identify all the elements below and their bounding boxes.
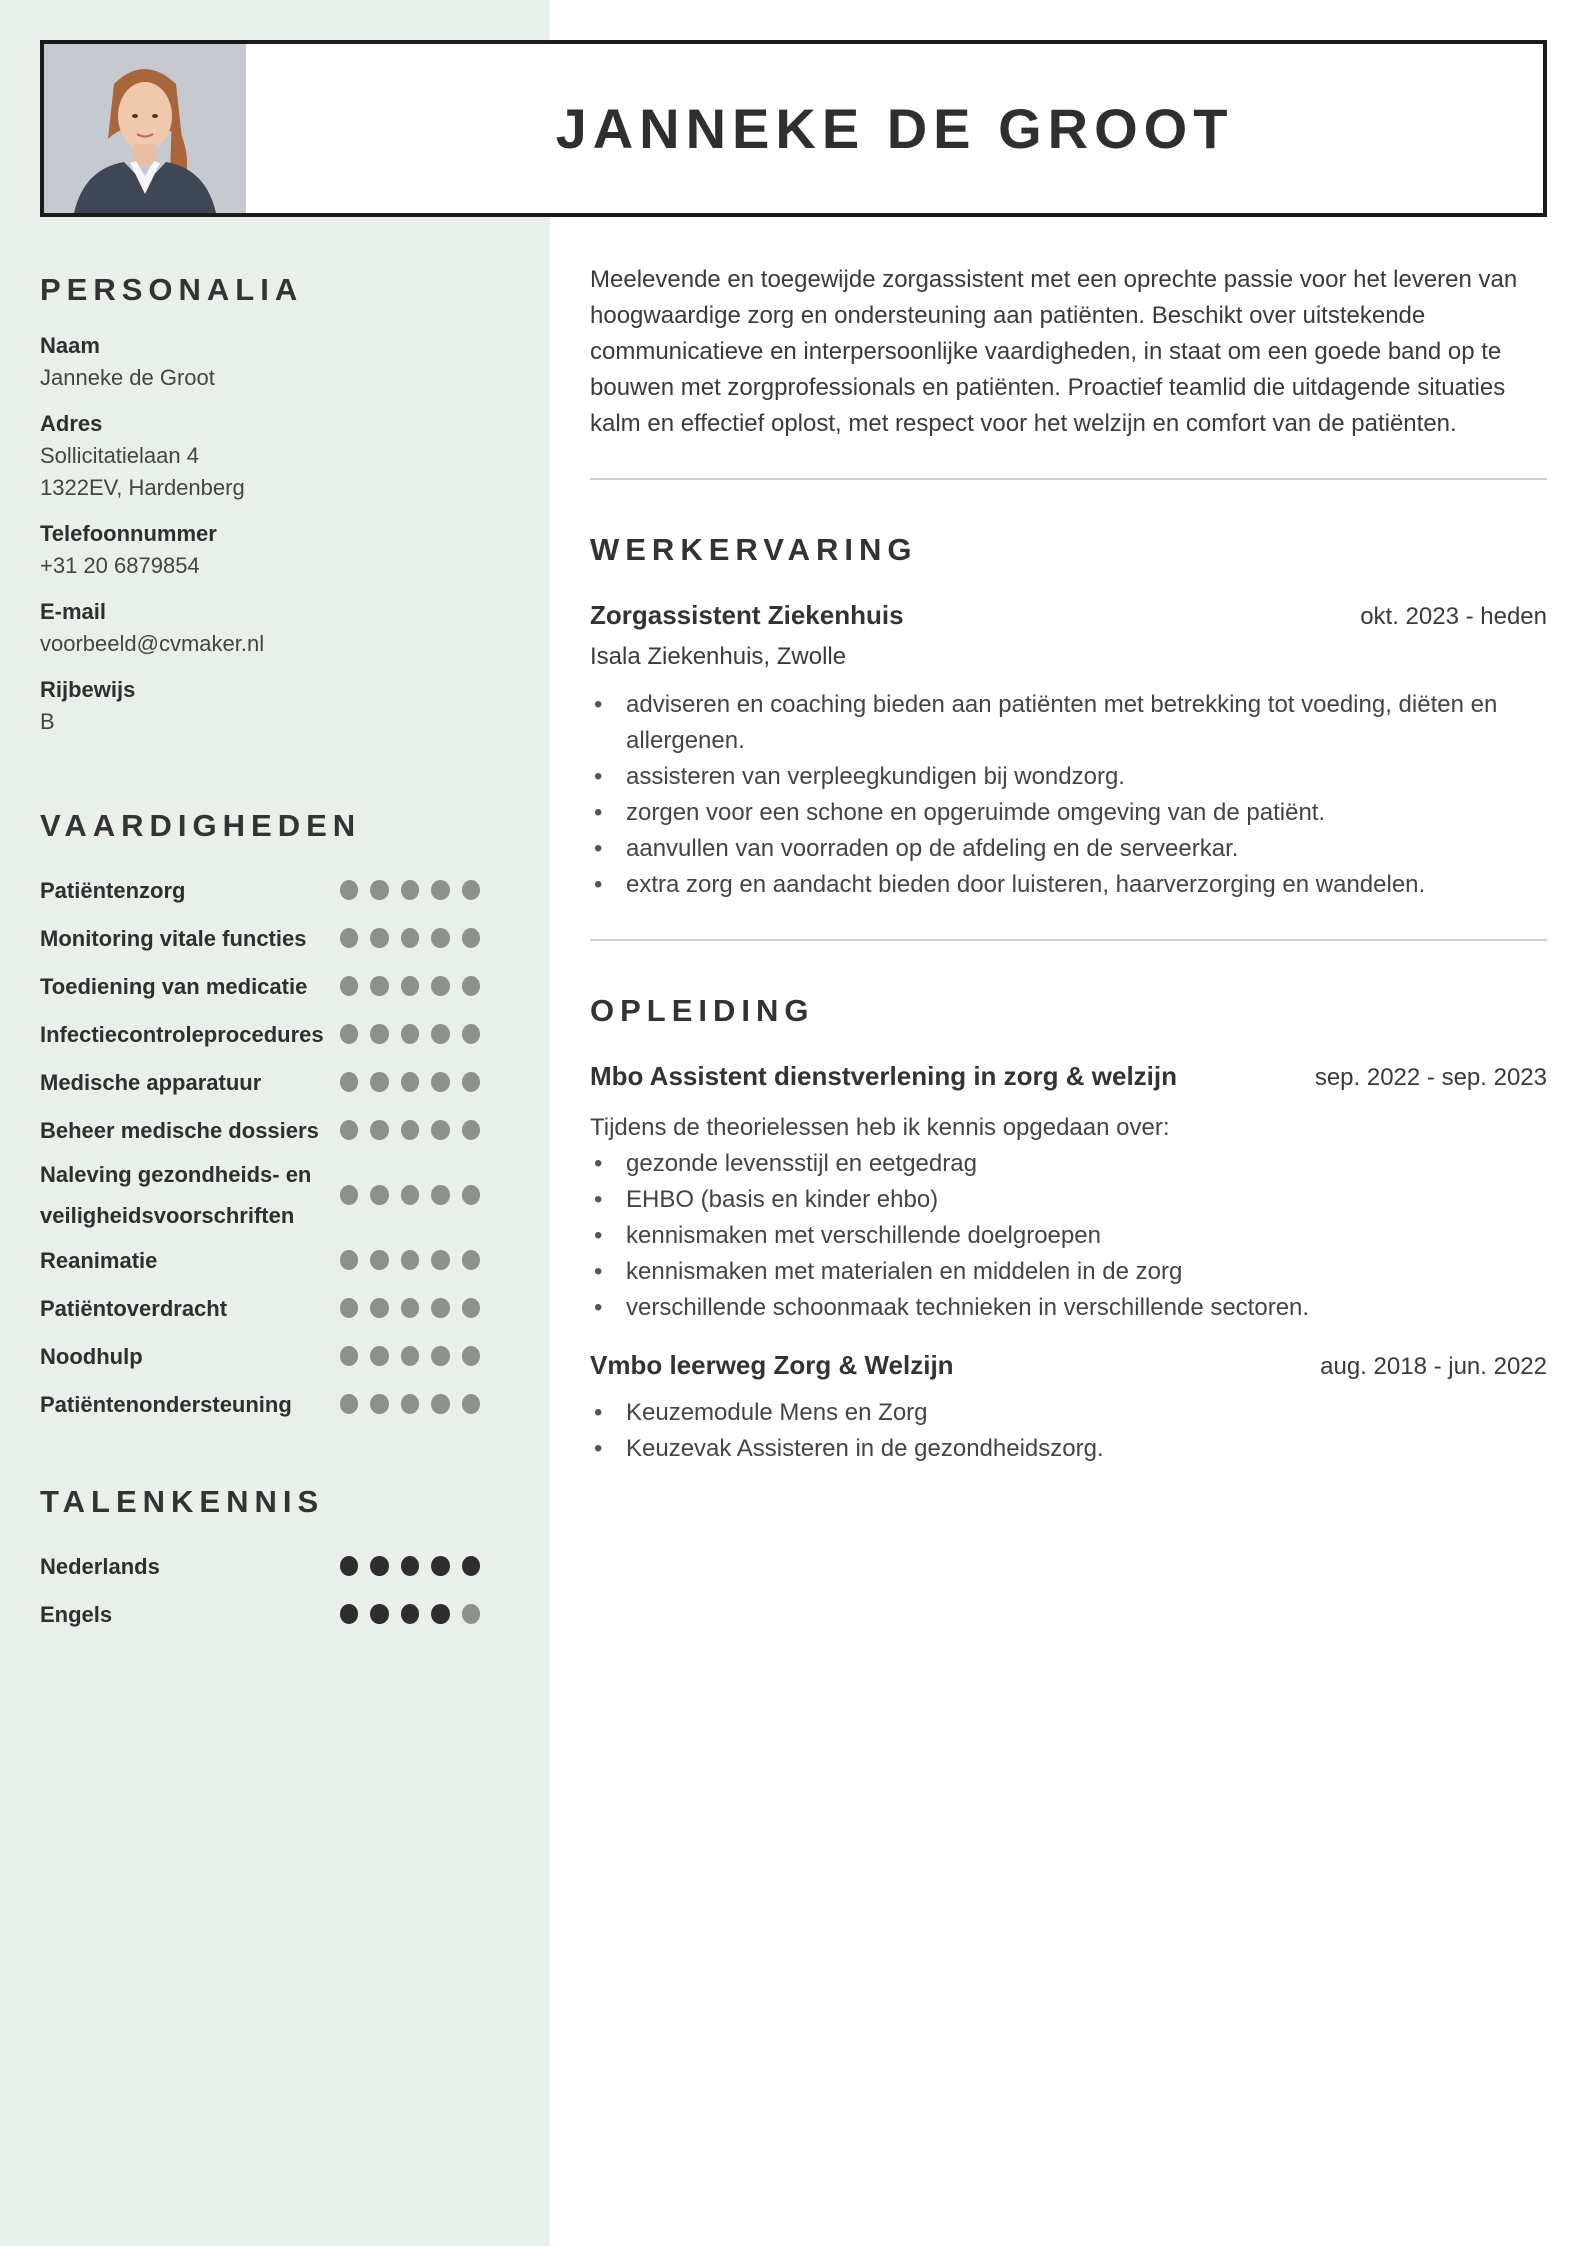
language-row [40,1590,480,1638]
list-item: • adviseren en coaching bieden aan patiënten met betrekking tot voeding, diëten en allergenen. [590,687,1547,759]
rating-dot [431,1120,449,1140]
profile-summary: Meelevende en toegewijde zorgassistent met een oprechte passie voor het leveren van hoogwaardige zorg en ondersteuning aan patiënten. Beschikt over uitstekende communicatieve en interpersoonlijke vaardigheden, in staat om een goede band op te bouwen met zorgprofessionals en patiënten. Proactief teamlid die uitdagende situaties kalm en effectief oplost, met respect voor het welzijn en comfort van de patiënten. [590,266,1518,437]
rating-dot [370,1024,388,1044]
rating-dot [431,1346,449,1366]
list-item: • extra zorg en aandacht bieden door luisteren, haarverzorging en wandelen. [590,867,1547,903]
rating-dot [340,1120,358,1140]
rating-dot [340,1024,358,1044]
rating-dot [401,976,419,996]
talenkennis-title: TALENKENNIS [40,1484,325,1519]
main-content [590,262,1547,1467]
education-bullets [590,1395,1547,1467]
skill-row-name: Patiëntenondersteuning [40,1391,292,1417]
education-bullets [590,1146,1547,1326]
rating-dot [462,1185,480,1205]
skill-row-name: Beheer medische dossiers [40,1117,319,1143]
skills-list [40,866,480,1428]
rating-dot [401,1604,419,1624]
rating-dot [401,1185,419,1205]
rating-dots [340,880,480,900]
skill-row-name: Reanimatie [40,1247,158,1273]
rating-dot [431,1024,449,1044]
rating-dots [340,1120,480,1140]
rijbewijs-value: B [40,709,55,734]
rating-dot [431,1072,449,1092]
skill-row-name: Infectiecontroleprocedures [40,1021,324,1047]
rating-dot [431,1556,449,1576]
rating-dot [370,1250,388,1270]
rating-dots [340,1185,480,1205]
rating-dot [340,1394,358,1414]
skill-row-name: Toediening van medicatie [40,973,308,999]
profile-photo [44,44,246,213]
rating-dot [401,928,419,948]
job-title: Zorgassistent Ziekenhuis [590,600,904,630]
rating-dot [340,976,358,996]
adres-label: Adres [40,411,103,436]
rating-dot [462,1024,480,1044]
header [40,40,1547,217]
naam-label: Naam [40,333,100,358]
rating-dots [340,976,480,996]
personalia-title: PERSONALIA [40,272,304,307]
rating-dot [401,1394,419,1414]
skill-row-name: Noodhulp [40,1343,143,1369]
rating-dot [462,1072,480,1092]
skill-row-name: Monitoring vitale functies [40,925,307,951]
rating-dot [431,1394,449,1414]
rating-dot [462,880,480,900]
candidate-name: JANNEKE DE GROOT [555,97,1234,160]
naam-value: Janneke de Groot [40,365,215,390]
rating-dot [462,1556,480,1576]
rating-dots [340,1024,480,1044]
skill-row [40,1010,480,1058]
list-item: • EHBO (basis en kinder ehbo) [590,1182,1547,1218]
rating-dot [462,976,480,996]
rating-dots [340,1604,480,1624]
list-item: • aanvullen van voorraden op de afdeling en de serveerkar. [590,831,1547,867]
language-row-name: Nederlands [40,1553,160,1579]
languages-list [40,1542,480,1638]
list-item: • kennismaken met materialen en middelen in de zorg [590,1254,1547,1290]
rating-dot [401,1250,419,1270]
rating-dot [431,1298,449,1318]
language-row-name: Engels [40,1601,113,1627]
rating-dot [370,1298,388,1318]
rating-dot [340,880,358,900]
rating-dots [340,1298,480,1318]
list-item: • gezonde levensstijl en eetgedrag [590,1146,1547,1182]
rating-dot [370,880,388,900]
rating-dot [340,1298,358,1318]
rating-dot [370,1346,388,1366]
rating-dot [431,1604,449,1624]
vaardigheden-section [40,808,480,1428]
job-date: okt. 2023 - heden [1360,603,1547,630]
rating-dot [462,1298,480,1318]
adres-line1: Sollicitatielaan 4 [40,443,199,468]
rating-dot [401,1024,419,1044]
skill-row [40,962,480,1010]
rating-dot [401,1556,419,1576]
rating-dot [370,928,388,948]
skill-row [40,914,480,962]
rating-dot [431,1250,449,1270]
rating-dot [340,1072,358,1092]
telefoon-label: Telefoonnummer [40,521,217,546]
telefoon-value: +31 20 6879854 [40,553,200,578]
education-date: aug. 2018 - jun. 2022 [1320,1353,1547,1380]
rating-dot [431,880,449,900]
rating-dot [370,1185,388,1205]
skill-row [40,1154,480,1236]
adres-line2: 1322EV, Hardenberg [40,475,245,500]
skill-row-name: Patiëntenzorg [40,877,186,903]
list-item: • Keuzevak Assisteren in de gezondheidszorg. [590,1431,1547,1467]
rating-dot [401,1120,419,1140]
education-title: Mbo Assistent dienstverlening in zorg & welzijn [590,1061,1177,1091]
rating-dots [340,1250,480,1270]
rating-dot [431,1185,449,1205]
skill-row-name: Naleving gezondheids- en veiligheidsvoorschriften [40,1162,312,1228]
skill-row-name: Medische apparatuur [40,1069,262,1095]
rating-dot [370,1120,388,1140]
opleiding-title: OPLEIDING [590,993,815,1028]
rating-dot [340,1250,358,1270]
education-entry-1 [590,1061,1547,1326]
list-item: • verschillende schoonmaak technieken in verschillende sectoren. [590,1290,1547,1326]
education-entry-2 [590,1350,1547,1467]
rating-dot [340,1604,358,1624]
education-intro: Tijdens de theorielessen heb ik kennis opgedaan over: [590,1114,1170,1141]
rating-dot [401,1298,419,1318]
rating-dot [431,976,449,996]
rating-dot [370,1556,388,1576]
rating-dot [340,928,358,948]
skill-row [40,1058,480,1106]
rating-dots [340,1556,480,1576]
skill-row [40,1284,480,1332]
werkervaring-title: WERKERVARING [590,532,918,567]
rating-dots [340,1346,480,1366]
rating-dot [431,928,449,948]
rating-dot [462,1604,480,1624]
rating-dot [462,1120,480,1140]
list-item: • assisteren van verpleegkundigen bij wondzorg. [590,759,1547,795]
skill-row [40,866,480,914]
divider [590,478,1547,480]
rating-dot [462,1394,480,1414]
education-title: Vmbo leerweg Zorg & Welzijn [590,1350,954,1380]
job-bullets [590,687,1547,903]
rating-dots [340,928,480,948]
rating-dot [401,1346,419,1366]
language-row [40,1542,480,1590]
job-entry [590,600,1547,903]
rating-dot [340,1556,358,1576]
rating-dot [401,1072,419,1092]
vaardigheden-title: VAARDIGHEDEN [40,808,362,843]
talenkennis-section [40,1484,480,1638]
rijbewijs-label: Rijbewijs [40,677,136,702]
job-employer: Isala Ziekenhuis, Zwolle [590,643,847,670]
list-item: • zorgen voor een schone en opgeruimde omgeving van de patiënt. [590,795,1547,831]
education-date: sep. 2022 - sep. 2023 [1314,1064,1547,1091]
rating-dot [462,928,480,948]
rating-dot [370,1604,388,1624]
list-item: • kennismaken met verschillende doelgroepen [590,1218,1547,1254]
email-label: E-mail [40,599,107,624]
rating-dot [340,1346,358,1366]
personalia-section [40,272,500,738]
skill-row [40,1332,480,1380]
rating-dot [370,1072,388,1092]
rating-dots [340,1072,480,1092]
rating-dot [370,1394,388,1414]
list-item: • Keuzemodule Mens en Zorg [590,1395,1547,1431]
skill-row [40,1236,480,1284]
skill-row-name: Patiëntoverdracht [40,1295,228,1321]
rating-dot [401,880,419,900]
rating-dot [462,1250,480,1270]
email-value[interactable]: voorbeeld@cvmaker.nl [40,631,265,656]
skill-row [40,1106,480,1154]
rating-dot [370,976,388,996]
divider [590,939,1547,941]
rating-dot [340,1185,358,1205]
rating-dot [462,1346,480,1366]
skill-row [40,1380,480,1428]
rating-dots [340,1394,480,1414]
